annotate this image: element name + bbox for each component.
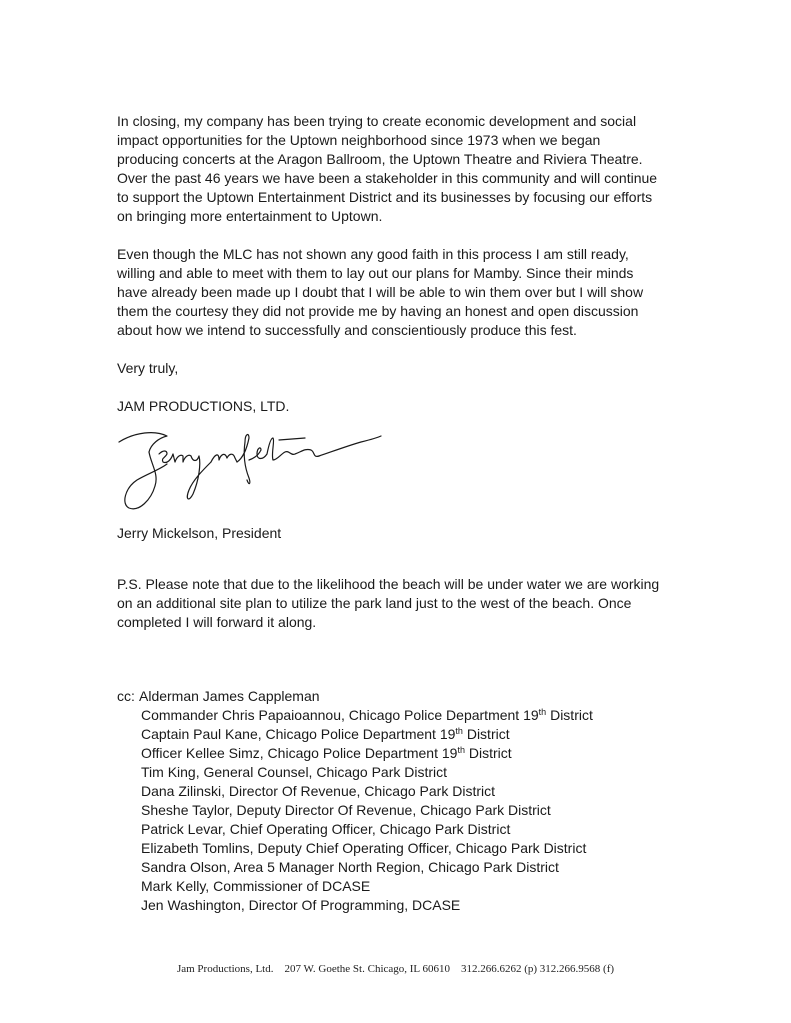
cc-label: cc: bbox=[117, 688, 135, 704]
closing-paragraph: In closing, my company has been trying to create economic development and social impact opportunities for the Uptown neighborhood since 1973 when we began producing concerts at the Aragon Ballroom, the Uptown Theatre and Riviera Theatre. Over the past 46 years we have been a stakeholder in this community and will continue to support the Uptown Entertainment District and its businesses by focusing our efforts on bringing more entertainment to Uptown. bbox=[117, 113, 658, 224]
cc-recipient: Dana Zilinski, Director Of Revenue, Chicago Park District bbox=[141, 783, 496, 799]
cc-recipient: Captain Paul Kane, Chicago Police Department 19th District bbox=[141, 726, 510, 742]
cc-recipient: Sandra Olson, Area 5 Manager North Region, Chicago Park District bbox=[141, 859, 559, 875]
cc-recipient: Sheshe Taylor, Deputy Director Of Revenue, Chicago Park District bbox=[141, 802, 551, 818]
signature-image bbox=[115, 424, 385, 514]
cc-recipient: Elizabeth Tomlins, Deputy Chief Operating Officer, Chicago Park District bbox=[141, 840, 587, 856]
cc-recipient: Commander Chris Papaioannou, Chicago Police Department 19th District bbox=[141, 707, 593, 723]
cc-recipient: Patrick Levar, Chief Operating Officer, Chicago Park District bbox=[141, 821, 511, 837]
letter-body bbox=[117, 112, 677, 915]
company-name: JAM PRODUCTIONS, LTD. bbox=[117, 398, 290, 414]
cc-recipient: Tim King, General Counsel, Chicago Park District bbox=[141, 764, 448, 780]
postscript: P.S. Please note that due to the likelihood the beach will be under water we are working on an additional site plan to utilize the park land just to the west of the beach. Once completed I will forward it along. bbox=[117, 576, 660, 630]
cc-recipient: Jen Washington, Director Of Programming, DCASE bbox=[141, 897, 461, 913]
mlc-paragraph: Even though the MLC has not shown any good faith in this process I am still ready, willing and able to meet with them to lay out our plans for Mamby. Since their minds have already been made up I doubt that I will be able to win them over but I will show them the courtesy they did not provide me by having an honest and open discussion about how we intend to successfully and conscientiously produce this fest. bbox=[117, 246, 644, 338]
signer-name: Jerry Mickelson, President bbox=[117, 525, 282, 541]
cc-list bbox=[117, 706, 677, 915]
cc-block bbox=[117, 687, 677, 915]
cc-recipient: Officer Kellee Simz, Chicago Police Department 19th District bbox=[141, 745, 512, 761]
cc-first-recipient: Alderman James Cappleman bbox=[139, 688, 320, 704]
letterhead-footer: Jam Productions, Ltd. 207 W. Goethe St. Chicago, IL 60610 312.266.6262 (p) 312.266.9568 (f) bbox=[176, 963, 615, 975]
complimentary-close: Very truly, bbox=[117, 360, 179, 376]
cc-recipient: Mark Kelly, Commissioner of DCASE bbox=[141, 878, 371, 894]
